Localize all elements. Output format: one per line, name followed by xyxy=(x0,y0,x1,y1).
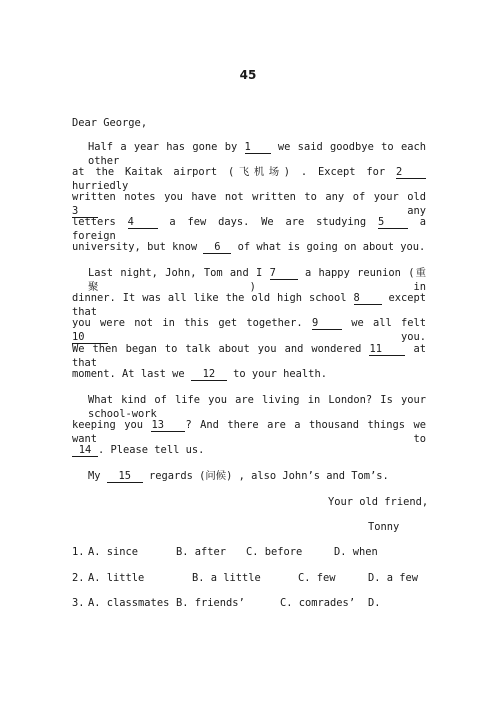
p1-line-4: letters 4 a few days. We are studying 5 a foreign xyxy=(72,216,427,242)
closing: Your old friend, xyxy=(328,496,429,508)
p1-line-1: Half a year has gone by 1 we said goodbye to each other xyxy=(88,141,426,167)
option-c[interactable]: C. before xyxy=(246,546,303,558)
option-b[interactable]: B. after xyxy=(176,546,227,558)
blank-9[interactable]: 9 xyxy=(312,317,342,330)
blank-15[interactable]: 15 xyxy=(107,470,143,483)
blank-4[interactable]: 4 xyxy=(128,216,158,229)
page-number: 45 xyxy=(239,68,257,82)
p1-line-5: university, but know 6 of what is going on about you. xyxy=(72,241,426,253)
blank-7[interactable]: 7 xyxy=(270,267,298,280)
option-c[interactable]: C. few xyxy=(298,572,336,584)
blank-5[interactable]: 5 xyxy=(378,216,408,229)
signature: Tonny xyxy=(368,521,400,533)
option-number: 2. xyxy=(72,572,85,584)
option-number: 1. xyxy=(72,546,85,558)
p1-line-2: at the Kaitak airport (飞机场) . Except for 2 hurriedly xyxy=(72,165,426,179)
blank-13[interactable]: 13 xyxy=(151,419,185,432)
blank-3[interactable]: 3 xyxy=(72,205,98,218)
p3-line-1: What kind of life you are living in London? Is your school-work xyxy=(88,394,426,420)
p2-line-1: Last night, John, Tom and I 7 a happy reunion (重聚) in xyxy=(88,267,426,293)
p2-line-3: you were not in this get together. 9 we all felt 10 you. xyxy=(72,317,426,343)
blank-12[interactable]: 12 xyxy=(191,368,227,381)
option-number: 3. xyxy=(72,597,85,609)
option-a[interactable]: A. classmates xyxy=(88,597,170,609)
salutation: Dear George, xyxy=(72,117,148,129)
p3-line-3: 14 . Please tell us. xyxy=(72,443,426,457)
option-a[interactable]: A. since xyxy=(88,546,139,558)
blank-8[interactable]: 8 xyxy=(354,292,382,305)
p2-line-5: moment. At last we 12 to your health. xyxy=(72,368,327,380)
option-d[interactable]: D. a few xyxy=(368,572,419,584)
blank-1[interactable]: 1 xyxy=(245,141,271,154)
option-c[interactable]: C. comrades’ xyxy=(280,597,356,609)
blank-2[interactable]: 2 xyxy=(396,166,426,179)
p1-line-3: written notes you have not written to any of your old 3 any xyxy=(72,191,426,217)
p4-line-1: My 15 regards (问候) , also John’s and Tom’s. xyxy=(88,470,389,482)
blank-14[interactable]: 14 xyxy=(72,444,98,457)
option-b[interactable]: B. friends’ xyxy=(176,597,245,609)
option-d[interactable]: D. when xyxy=(334,546,378,558)
p3-line-2: keeping you 13 ? And there are a thousand things we want to xyxy=(72,419,426,445)
option-d[interactable]: D. xyxy=(368,597,381,609)
blank-11[interactable]: 11 xyxy=(369,343,405,356)
blank-6[interactable]: 6 xyxy=(203,241,231,254)
option-a[interactable]: A. little xyxy=(88,572,145,584)
p2-line-2: dinner. It was all like the old high school 8 except that xyxy=(72,292,426,318)
blank-10[interactable]: 10 xyxy=(72,331,108,344)
p2-line-4: We then began to talk about you and wondered 11 at that xyxy=(72,343,426,369)
option-b[interactable]: B. a little xyxy=(192,572,261,584)
